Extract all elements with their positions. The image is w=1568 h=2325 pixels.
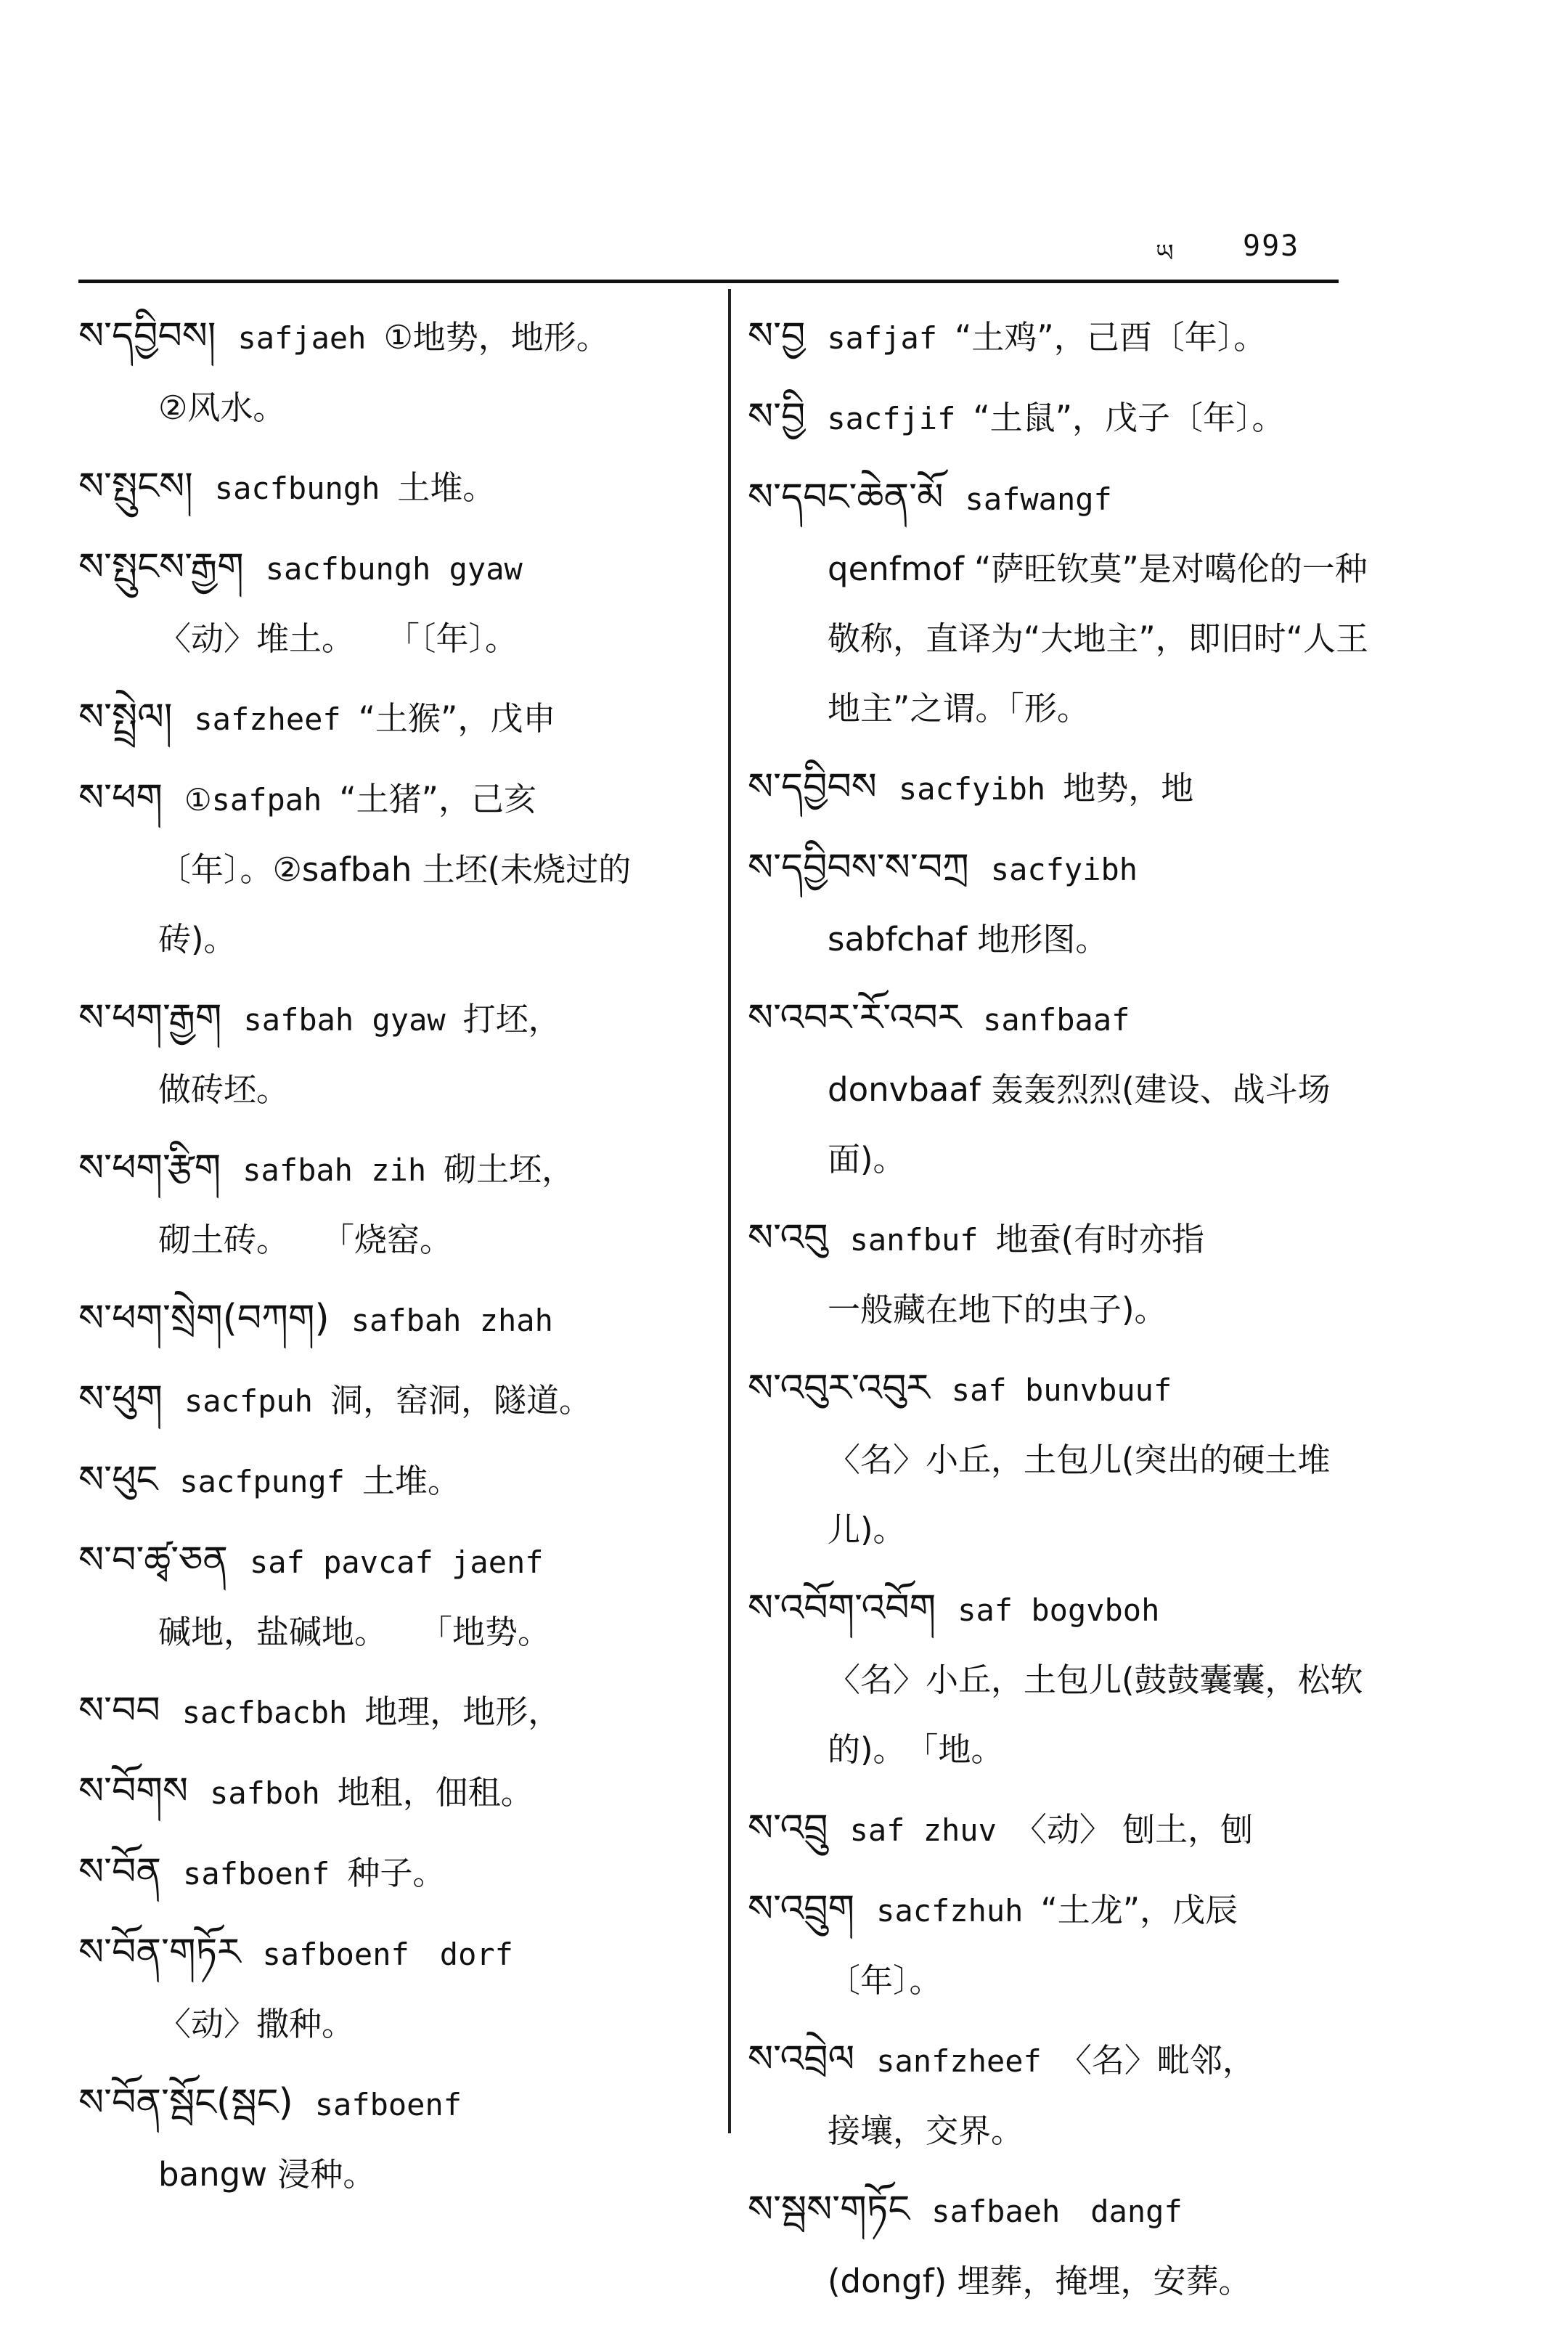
tibetan-headword: ས་བྱི bbox=[748, 395, 806, 439]
definition: 打坯， bbox=[462, 1000, 561, 1038]
tibetan-headword: ས་འབྲུ bbox=[748, 1807, 828, 1850]
romanization: safjaf bbox=[827, 320, 938, 356]
dictionary-entry bbox=[748, 463, 1372, 744]
tibetan-headword: ས་བབ bbox=[78, 1689, 160, 1732]
dictionary-entry bbox=[748, 1573, 1372, 1785]
dictionary-entry bbox=[78, 1364, 703, 1436]
dictionary-entry bbox=[748, 833, 1372, 974]
dictionary-entry bbox=[748, 1203, 1372, 1345]
romanization: sacfbungh bbox=[214, 471, 380, 506]
romanization: sanfbuf bbox=[849, 1222, 979, 1258]
dictionary-entry bbox=[748, 382, 1372, 454]
definition: 地租，佃租。 bbox=[337, 1773, 534, 1812]
romanization: sanfzheef bbox=[876, 2043, 1042, 2079]
tibetan-headword: ས་ཕག་སྲེག(བཀག) bbox=[78, 1297, 330, 1340]
definition-continuation: 〔年〕。②safbah 土坯(未烧过的砖)。 bbox=[158, 850, 632, 958]
header-rule bbox=[78, 280, 1339, 283]
definition: “土鼠”，戊子〔年〕。 bbox=[973, 399, 1285, 437]
definition-continuation: 砌土砖。 「烧窑。 bbox=[158, 1221, 453, 1259]
romanization: safwangf bbox=[965, 481, 1112, 517]
romanization: sanfbaaf bbox=[983, 1002, 1130, 1038]
romanization: safbah zih bbox=[242, 1152, 427, 1188]
page-header bbox=[0, 218, 1568, 276]
romanization: sacfpungf bbox=[179, 1464, 345, 1499]
definition: “土鸡”，己酉〔年〕。 bbox=[955, 318, 1267, 357]
romanization: sacfzhuh bbox=[876, 1893, 1024, 1929]
dictionary-entry bbox=[78, 532, 703, 674]
definition-continuation: qenfmof “萨旺钦莫”是对噶伦的一种敬称，直译为“大地主”，即旧时“人王地主”之谓。「形。 bbox=[828, 550, 1368, 728]
definition-continuation: 〈动〉撒种。 bbox=[158, 2005, 355, 2043]
tibetan-headword: ས་ཕག bbox=[78, 776, 163, 820]
dictionary-entry bbox=[78, 301, 703, 443]
dictionary-entry bbox=[78, 452, 703, 524]
dictionary-entry bbox=[748, 752, 1372, 824]
page-number: 993 bbox=[1243, 229, 1300, 263]
definition: 土堆。 bbox=[362, 1462, 460, 1500]
romanization: saf zhuv bbox=[849, 1812, 997, 1848]
definition: 地势，地 bbox=[1063, 769, 1194, 807]
dictionary-entry bbox=[78, 1133, 703, 1275]
tibetan-headword: ས་བ་ཚྭ་ཅན bbox=[78, 1539, 228, 1582]
romanization: safjaeh bbox=[237, 320, 367, 356]
tibetan-headword: ས་ཕུག bbox=[78, 1377, 163, 1421]
dictionary-entry bbox=[78, 1756, 703, 1828]
tibetan-headword: ས་སྤྲེལ། bbox=[78, 696, 173, 739]
column-divider bbox=[728, 289, 731, 2133]
romanization: sacfbacbh bbox=[181, 1695, 348, 1730]
tibetan-headword: ས་འབར་རོ་འབར bbox=[748, 996, 962, 1040]
dictionary-entry bbox=[78, 1445, 703, 1517]
tibetan-headword: ས་སྤུངས་རྒྱག bbox=[78, 545, 244, 589]
romanization: saf bunvbuuf bbox=[951, 1372, 1172, 1408]
tibetan-headword: ས་དབྱིབས། bbox=[78, 314, 216, 358]
tibetan-headword: ས་དབྱིབས་ས་བཀྲ bbox=[748, 846, 969, 889]
definition: “土猪”，己亥 bbox=[339, 780, 536, 818]
definition: 土堆。 bbox=[397, 468, 496, 507]
tibetan-headword: ས་འབུ bbox=[748, 1216, 828, 1260]
definition-continuation: 碱地，盐碱地。 「地势。 bbox=[158, 1613, 551, 1651]
definition-continuation: sabfchaf 地形图。 bbox=[828, 920, 1108, 958]
romanization: safboh bbox=[210, 1775, 320, 1811]
tibetan-headword: ས་ཕག་རྩིག bbox=[78, 1147, 221, 1190]
romanization: sacfyibh bbox=[898, 771, 1046, 807]
dictionary-entry bbox=[748, 1874, 1372, 2016]
tibetan-headword: ས་འབུར་འབུར bbox=[748, 1367, 930, 1410]
tibetan-headword: ས་འབྲུག bbox=[748, 1887, 855, 1931]
tibetan-headword: ས་བྱ bbox=[748, 314, 806, 358]
definition: ①地势，地形。 bbox=[383, 318, 609, 357]
left-column bbox=[78, 301, 703, 2218]
tibetan-headword: ས་སྦས་གཏོང bbox=[748, 2188, 910, 2231]
tibetan-headword: ས་བོགས bbox=[78, 1770, 189, 1813]
dictionary-entry bbox=[748, 1353, 1372, 1565]
definition: 地蚕(有时亦指 bbox=[995, 1220, 1205, 1258]
dictionary-entry bbox=[78, 1526, 703, 1667]
romanization: safboenf bbox=[314, 2087, 462, 2122]
dictionary-entry bbox=[748, 2175, 1372, 2316]
romanization: safbaeh dangf bbox=[931, 2194, 1183, 2229]
tibetan-headword: ས་ཕུང bbox=[78, 1458, 158, 1502]
romanization: saf pavcaf jaenf bbox=[249, 1544, 544, 1580]
definition-continuation: (dongf) 埋葬，掩埋，安葬。 bbox=[828, 2262, 1251, 2300]
romanization: saf bogvboh bbox=[957, 1592, 1160, 1628]
romanization: safbah gyaw bbox=[243, 1002, 446, 1038]
dictionary-entry bbox=[78, 683, 703, 754]
romanization: sacfyibh bbox=[990, 852, 1138, 887]
dictionary-entry bbox=[78, 1676, 703, 1748]
romanization: safzheef bbox=[194, 701, 341, 737]
definition: 洞，窑洞，隧道。 bbox=[330, 1381, 592, 1420]
definition-continuation: bangw 浸种。 bbox=[158, 2155, 376, 2194]
romanization: sacfpuh bbox=[184, 1383, 313, 1419]
definition: 种子。 bbox=[347, 1854, 446, 1892]
dictionary-entry bbox=[78, 1284, 703, 1356]
definition-continuation: 〈动〉堆土。 「〔年〕。 bbox=[158, 619, 518, 658]
dictionary-entry bbox=[78, 1918, 703, 2059]
tibetan-page-mark: ཡ bbox=[1156, 239, 1174, 268]
romanization: safboenf bbox=[183, 1856, 330, 1892]
definition-continuation: 接壤，交界。 bbox=[828, 2112, 1024, 2150]
definition-continuation: 〔年〕。 bbox=[828, 1961, 942, 2000]
tibetan-headword: ས་ཕག་རྒྱག bbox=[78, 996, 222, 1040]
romanization: sacfjif bbox=[827, 401, 956, 436]
definition-continuation: ②风水。 bbox=[158, 388, 286, 427]
dictionary-entry bbox=[748, 2024, 1372, 2166]
romanization: safbah zhah bbox=[351, 1303, 553, 1338]
dictionary-entry bbox=[748, 983, 1372, 1194]
definition: 〈动〉 刨土，刨 bbox=[1013, 1810, 1254, 1849]
definition-continuation: 〈名〉小丘，土包儿(突出的硬土堆儿)。 bbox=[828, 1441, 1331, 1549]
definition: 地理，地形， bbox=[364, 1693, 561, 1731]
definition-continuation: donvbaaf 轰轰烈烈(建设、战斗场面)。 bbox=[828, 1070, 1331, 1178]
definition: “土龙”，戊辰 bbox=[1040, 1891, 1238, 1929]
tibetan-headword: ས་འབྲེལ bbox=[748, 2037, 855, 2081]
definition: “土猴”，戊申 bbox=[358, 699, 556, 738]
dictionary-entry bbox=[78, 983, 703, 1125]
definition-continuation: 〈名〉小丘，土包儿(鼓鼓囊囊，松软的)。 「地。 bbox=[828, 1661, 1363, 1769]
tibetan-headword: ས་བོན bbox=[78, 1850, 162, 1894]
dictionary-entry bbox=[748, 301, 1372, 373]
tibetan-headword: ས་དབང་ཆེན་མོ bbox=[748, 476, 944, 519]
tibetan-headword: ས་དབྱིབས bbox=[748, 765, 877, 809]
dictionary-entry bbox=[78, 2068, 703, 2210]
dictionary-entry bbox=[78, 1837, 703, 1909]
tibetan-headword: ས་འབོག་འབོག bbox=[748, 1587, 936, 1630]
tibetan-headword: ས་བོན་གཏོར bbox=[78, 1931, 241, 1974]
definition: 〈名〉毗邻， bbox=[1058, 2041, 1255, 2080]
definition: 砌土坯， bbox=[444, 1150, 575, 1189]
right-column bbox=[748, 301, 1372, 2325]
romanization: sacfbungh gyaw bbox=[265, 551, 523, 587]
dictionary-entry bbox=[748, 1793, 1372, 1865]
tibetan-headword: ས་སྤུངས། bbox=[78, 465, 193, 508]
definition-continuation: 做砖坯。 bbox=[158, 1070, 290, 1109]
romanization: safboenf dorf bbox=[262, 1937, 513, 1972]
romanization: ①safpah bbox=[184, 782, 322, 818]
dictionary-entry bbox=[78, 763, 703, 974]
tibetan-headword: ས་བོན་སྦོང(སྦང) bbox=[78, 2081, 293, 2125]
definition-continuation: 一般藏在地下的虫子)。 bbox=[828, 1290, 1167, 1329]
